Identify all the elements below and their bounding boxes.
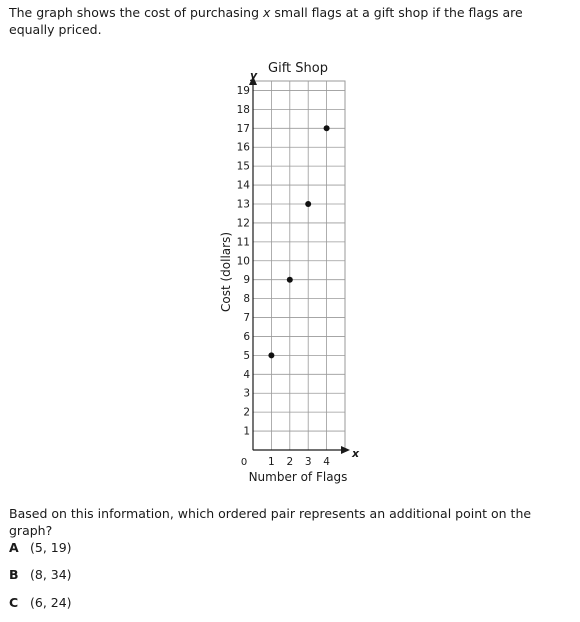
data-point bbox=[268, 352, 274, 358]
data-point bbox=[324, 125, 330, 131]
x-axis-label: Number of Flags bbox=[248, 470, 348, 484]
data-point bbox=[287, 277, 293, 283]
choice-text: (8, 34) bbox=[30, 567, 72, 582]
y-tick-label: 14 bbox=[236, 179, 250, 192]
x-tick-label: 2 bbox=[286, 456, 294, 468]
stem-text-before: The graph shows the cost of purchasing bbox=[9, 5, 263, 20]
y-tick-label: 12 bbox=[236, 217, 250, 230]
x-tick-label: 3 bbox=[304, 456, 312, 468]
y-tick-label: 2 bbox=[243, 406, 250, 419]
answer-choice-a[interactable] bbox=[9, 539, 72, 556]
y-tick-label: 4 bbox=[243, 368, 250, 381]
y-tick-label: 16 bbox=[236, 141, 250, 154]
question-prompt: Based on this information, which ordered pair represents an additional point on the graph? bbox=[9, 506, 532, 538]
y-tick-label: 11 bbox=[236, 236, 250, 249]
chart-axes bbox=[249, 76, 350, 454]
chart-tick-labels bbox=[237, 85, 331, 468]
stem-text-after: small flags at a gift shop if the flags are equally priced. bbox=[9, 5, 523, 37]
y-tick-label: 10 bbox=[236, 255, 250, 268]
chart-title: Gift Shop bbox=[268, 61, 328, 76]
y-axis-symbol: y bbox=[250, 69, 258, 82]
y-tick-label: 18 bbox=[236, 103, 250, 116]
y-tick-label: 5 bbox=[243, 349, 250, 362]
y-tick-label: 17 bbox=[236, 122, 250, 135]
y-tick-label: 6 bbox=[243, 330, 250, 343]
stem-variable: x bbox=[263, 5, 271, 20]
x-axis-symbol: x bbox=[352, 447, 360, 460]
y-tick-label: 15 bbox=[236, 160, 250, 173]
y-tick-label: 1 bbox=[243, 425, 250, 438]
answer-choice-b[interactable] bbox=[9, 566, 72, 583]
choice-text: (6, 24) bbox=[30, 595, 72, 610]
choice-letter: C bbox=[9, 595, 19, 610]
origin-label: 0 bbox=[240, 457, 248, 468]
y-tick-label: 8 bbox=[243, 293, 250, 306]
x-tick-label: 1 bbox=[268, 456, 275, 468]
chart-grid bbox=[253, 81, 345, 450]
y-tick-label: 7 bbox=[243, 312, 250, 325]
choice-letter: A bbox=[9, 540, 19, 555]
x-tick-label: 4 bbox=[323, 456, 330, 468]
grid-frame bbox=[253, 81, 345, 450]
choice-text: (5, 19) bbox=[30, 540, 72, 555]
y-tick-label: 9 bbox=[243, 274, 250, 287]
y-tick-label: 3 bbox=[243, 387, 250, 400]
data-point bbox=[305, 201, 311, 207]
y-axis-label: Cost (dollars) bbox=[219, 231, 233, 313]
choice-letter: B bbox=[9, 567, 19, 582]
y-tick-label: 13 bbox=[236, 198, 250, 211]
y-tick-label: 19 bbox=[236, 84, 250, 97]
answer-choice-c[interactable] bbox=[9, 594, 72, 611]
